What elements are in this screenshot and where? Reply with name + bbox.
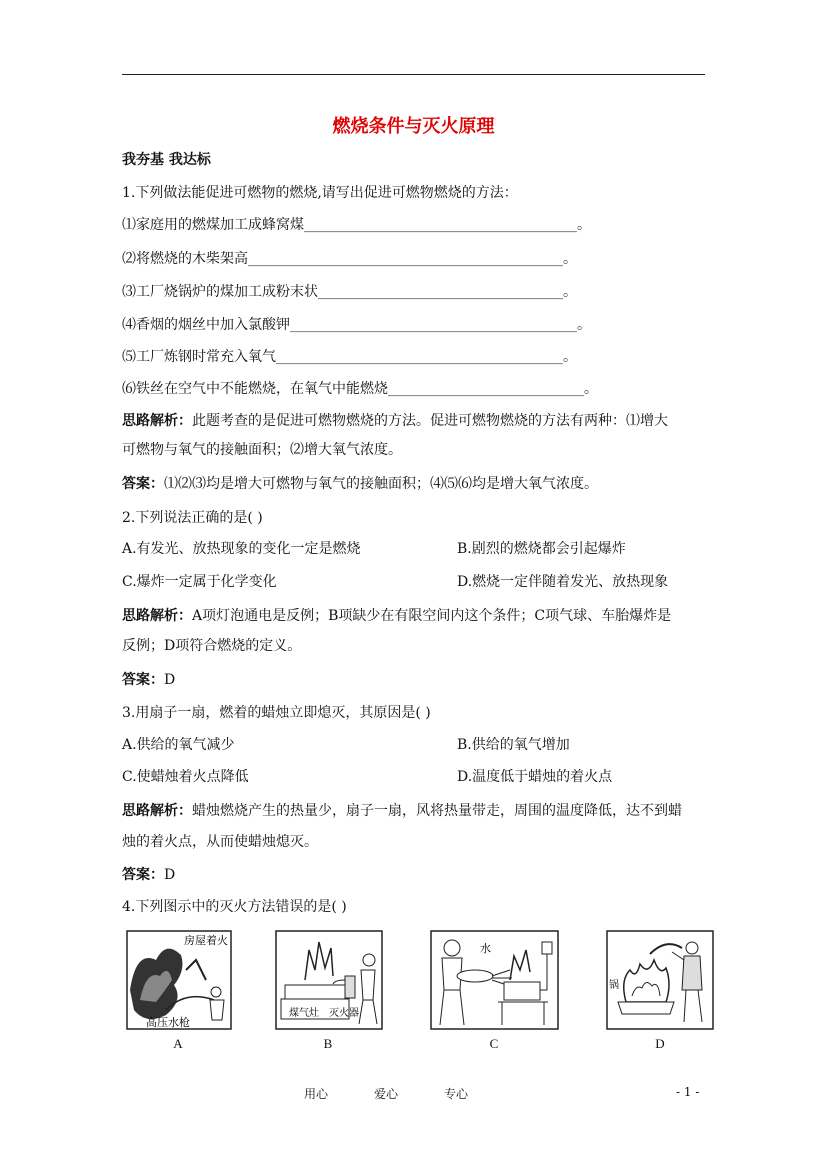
label-gas-stove: 煤气灶 — [289, 1008, 319, 1019]
caption-a: A — [173, 1036, 183, 1051]
label-water: 水 — [480, 942, 491, 955]
label-water-cannon: 高压水枪 — [146, 1016, 190, 1029]
house-fire-illustration — [126, 930, 232, 1030]
q1-analysis-label: 思路解析： — [122, 413, 192, 429]
page-number: - 1 - — [676, 1085, 700, 1099]
q3-analysis-text-1: 蜡烛燃烧产生的热量少，扇子一扇，风将热量带走，周围的温度降低，达不到蜡 — [192, 803, 682, 819]
label-pot: 锅 — [609, 980, 619, 991]
header-rule — [122, 74, 705, 75]
q2-analysis-label: 思路解析： — [122, 608, 192, 624]
q2-analysis-text-1: A项灯泡通电是反例；B项缺少在有限空间内这个条件；C项气球、车胎爆炸是 — [192, 608, 672, 624]
footer-motto-2: 爱心 — [374, 1087, 399, 1101]
label-extinguisher: 灭火器 — [329, 1008, 359, 1019]
q1-answer-label: 答案： — [122, 476, 164, 492]
q2-analysis — [122, 606, 671, 626]
label-house-fire: 房屋着火 — [184, 934, 228, 947]
figure-d-pan-lid — [606, 930, 714, 1030]
q2-option-d: D.燃烧一定伴随着发光、放热现象 — [457, 574, 669, 590]
q1-item-1: ⑴家庭用的燃煤加工成蜂窝煤_______________________________________。 — [122, 217, 591, 233]
pan-lid-illustration — [606, 930, 714, 1030]
q1-analysis-text-2: 可燃物与氧气的接触面积；⑵增大氧气浓度。 — [122, 442, 402, 458]
q2-stem: 2.下列说法正确的是( ) — [122, 510, 263, 526]
pan-water-illustration — [430, 930, 559, 1030]
caption-b: B — [323, 1036, 333, 1051]
footer-motto-1: 用心 — [304, 1087, 329, 1101]
q1-item-2: ⑵将燃烧的木柴架高_____________________________________________。 — [122, 251, 577, 267]
q1-stem: 1.下列做法能促进可燃物的燃烧,请写出促进可燃物燃烧的方法： — [122, 185, 518, 201]
q2-answer-text: D — [164, 672, 176, 688]
caption-c: C — [489, 1036, 499, 1051]
q4-stem: 4.下列图示中的灭火方法错误的是( ) — [122, 899, 347, 915]
q1-item-4: ⑷香烟的烟丝中加入氯酸钾_________________________________________。 — [122, 317, 591, 333]
q1-analysis-text-1: 此题考查的是促进可燃物燃烧的方法。促进可燃物燃烧的方法有两种：⑴增大 — [192, 413, 668, 429]
q2-answer-label: 答案： — [122, 672, 164, 688]
q1-item-6: ⑹铁丝在空气中不能燃烧，在氧气中能燃烧____________________________。 — [122, 381, 598, 397]
q3-answer-label: 答案： — [122, 867, 164, 883]
q3-analysis-label: 思路解析： — [122, 803, 192, 819]
q3-option-d: D.温度低于蜡烛的着火点 — [457, 769, 613, 785]
figure-c-pan-water — [430, 930, 559, 1030]
gas-stove-illustration — [275, 930, 383, 1030]
figure-b-gas-stove — [275, 930, 383, 1030]
q3-answer-text: D — [164, 867, 176, 883]
q2-option-b: B.剧烈的燃烧都会引起爆炸 — [457, 541, 626, 557]
q1-analysis — [122, 411, 668, 431]
q3-stem: 3.用扇子一扇，燃着的蜡烛立即熄灭，其原因是( ) — [122, 705, 431, 721]
q1-answer — [122, 474, 598, 494]
caption-d: D — [655, 1036, 665, 1051]
q3-option-c: C.使蜡烛着火点降低 — [122, 769, 249, 785]
q3-option-a: A.供给的氧气减少 — [122, 737, 235, 753]
q2-option-a: A.有发光、放热现象的变化一定是燃烧 — [122, 541, 361, 557]
q1-item-5: ⑸工厂炼钢时常充入氧气_________________________________________。 — [122, 349, 577, 365]
page-title: 燃烧条件与灭火原理 — [332, 116, 495, 137]
q2-option-c: C.爆炸一定属于化学变化 — [122, 574, 277, 590]
section-heading: 我夯基 我达标 — [122, 152, 211, 168]
q2-analysis-text-2: 反例；D项符合燃烧的定义。 — [122, 638, 302, 654]
q3-option-b: B.供给的氧气增加 — [457, 737, 570, 753]
q2-answer — [122, 670, 175, 690]
q1-item-3: ⑶工厂烧锅炉的煤加工成粉末状___________________________________。 — [122, 284, 577, 300]
q3-analysis — [122, 801, 682, 821]
footer-motto-3: 专心 — [444, 1087, 469, 1101]
figure-a-house-fire — [126, 930, 232, 1030]
q1-answer-text: ⑴⑵⑶均是增大可燃物与氧气的接触面积；⑷⑸⑹均是增大氧气浓度。 — [164, 476, 598, 492]
q3-analysis-text-2: 烛的着火点，从而使蜡烛熄灭。 — [122, 834, 318, 850]
q3-answer — [122, 865, 175, 885]
